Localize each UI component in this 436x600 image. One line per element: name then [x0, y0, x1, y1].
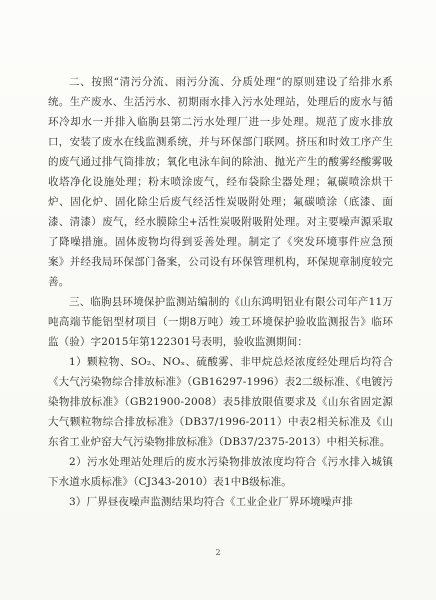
- paragraph-water-gas-treatment: 二、按照“清污分流、雨污分流、分质处理”的原则建设了给排水系统。生产废水、生活污水、初期雨水排入污水处理站，处理后的废水与循环冷却水一并排入临朐县第二污水处理厂进一步处理。规范了废水排放口，安装了废水在线监测系统，并与环保部门联网。挤压和时效工序产生的废气通过排气筒排放；氧化电泳车间的除油、抛光产生的酸雾经酸雾吸收塔净化设施处理；粉末喷涂废气，经布袋除尘器处理；氟碳喷涂烘干炉、固化炉、固化除尘后废气经活性炭吸附处理；氟碳喷涂（底漆、面漆、清漆）废气，经水膜除尘+活性炭吸附吸附处理。对主要噪声源采取了降噪措施。固体废物均得到妥善处理。制定了《突发环境事件应急预案》并经我局环保部门备案，公司设有环保管理机构，环保规章制度较完善。: [48, 76, 393, 288]
- paragraph-air-emissions: 1）颗粒物、SO₂、NOₓ、硫酸雾、非甲烷总烃浓度经处理后均符合《大气污染物综合排放标准》（GB16297-1996）表2二级标准、《电镀污染物排放标准》（GB21900-2008）表5排放限值要求及《山东省固定源大气颗粒物综合排放标准》（DB37/1996-2011）中表2相关标准及《山东省工业炉窑大气污染物排放标准》（DB37/2375-2013）中相关标准。: [48, 356, 393, 448]
- paragraph-noise: 3）厂界昼夜噪声监测结果均符合《工业企业厂界环境噪声排: [69, 496, 353, 508]
- document-body: [48, 72, 393, 512]
- paragraph-wastewater: 2）污水处理站处理后的废水污染物排放浓度均符合《污水排入城镇下水道水质标准》（CJ343-2010）表1中B级标准。: [48, 456, 393, 488]
- paragraph-monitoring-report: 三、临朐县环境保护监测站编制的《山东鸿明铝业有限公司年产11万吨高端节能铝型材项目（一期8万吨）竣工环境保护验收监测报告》临环监（验）字2015年第122301号表明，验收监测期间：: [48, 296, 393, 348]
- page-number: 2: [215, 548, 221, 557]
